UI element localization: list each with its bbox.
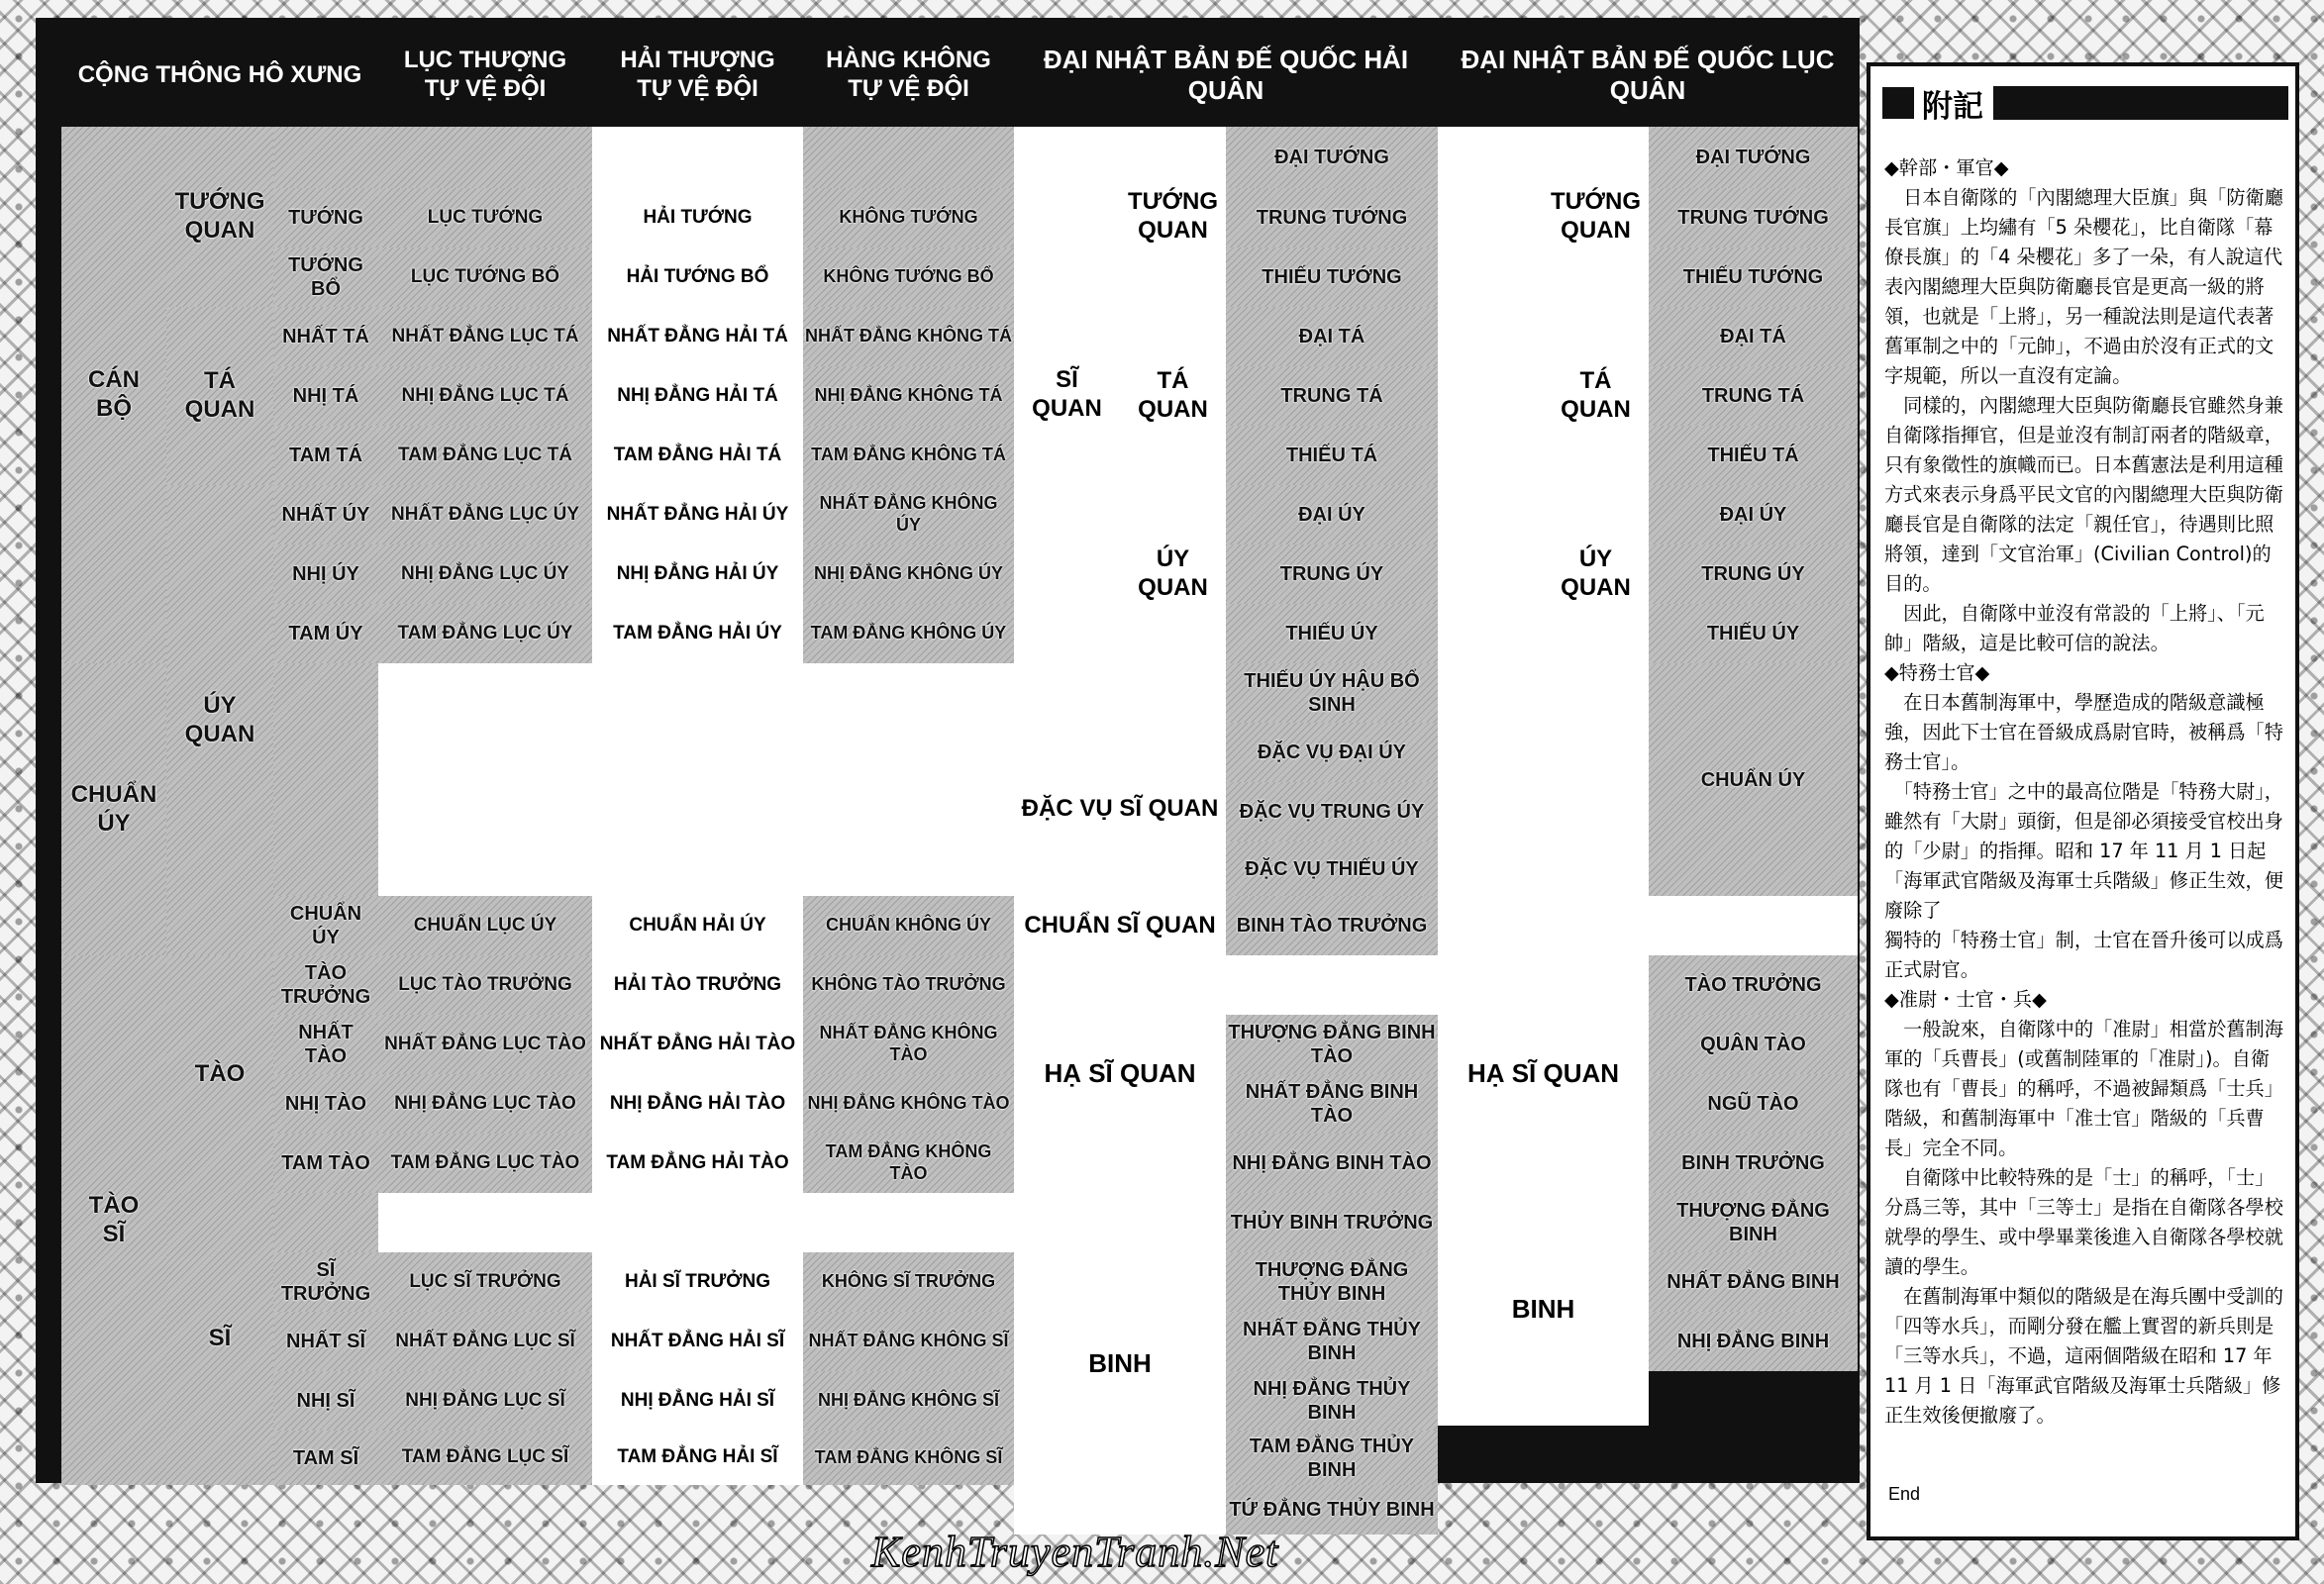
msdf-rank: HẢI TƯỚNG BỔ	[592, 248, 803, 307]
navy-rank: THIẾU ÚY HẬU BỔ SINH	[1226, 663, 1438, 723]
asdf-rank: CHUẨN KHÔNG ÚY	[803, 896, 1014, 955]
msdf-rank: TAM ĐẲNG HẢI TÀO	[592, 1134, 803, 1193]
asdf-rank: NHẤT ĐẲNG KHÔNG TÀO	[803, 1015, 1014, 1074]
army-group: HẠ SĨ QUAN	[1438, 955, 1649, 1193]
notes-section-heading: ◆幹部・軍官◆	[1884, 156, 2009, 179]
army-rank: TRUNG ÚY	[1649, 544, 1858, 604]
notes-paragraph: 「特務士官」之中的最高位階是「特務大尉」，雖然有「大尉」頭銜，但是卻必須接受官校出身的「少尉」的指揮。昭和 17 年 11 月 1 日起「海軍武官階級及海軍士兵階級」修正生效，便廢除了	[1884, 780, 2283, 922]
msdf-rank: NHỊ ĐẲNG HẢI TÁ	[592, 366, 803, 426]
army-rank	[1649, 896, 1858, 955]
navy-subgroup: TÁ QUAN	[1120, 307, 1226, 485]
level-2-group: ÚY QUAN	[166, 485, 273, 955]
navy-subgroup: TƯỚNG QUAN	[1120, 127, 1226, 307]
rank-name: NHẤT ÚY	[273, 485, 378, 544]
army-rank: TRUNG TƯỚNG	[1649, 188, 1858, 248]
rank-name: TAM TÀO	[273, 1134, 378, 1193]
navy-group: ĐẶC VỤ SĨ QUAN	[1014, 723, 1226, 896]
asdf-rank: KHÔNG TƯỚNG	[803, 188, 1014, 248]
empty-cell	[592, 663, 803, 896]
navy-rank: TRUNG TÁ	[1226, 366, 1438, 426]
empty-cell	[378, 1193, 592, 1252]
empty-cell	[592, 1193, 803, 1252]
header-bar	[1993, 86, 2288, 120]
rank-name	[273, 127, 378, 188]
gsdf-rank: NHỊ ĐẲNG LỤC SĨ	[378, 1371, 592, 1431]
asdf-rank: KHÔNG SĨ TRƯỞNG	[803, 1252, 1014, 1312]
empty-cell	[273, 663, 378, 896]
rank-name: TƯỚNG	[273, 188, 378, 248]
level-2-group: SĨ	[166, 1193, 273, 1485]
asdf-rank: NHẤT ĐẲNG KHÔNG ÚY	[803, 485, 1014, 544]
army-rank: ĐẠI TƯỚNG	[1649, 127, 1858, 188]
rank-name: CHUẨN ÚY	[273, 896, 378, 955]
navy-rank: THIẾU TÁ	[1226, 426, 1438, 485]
empty-cell	[803, 1193, 1014, 1252]
army-rank: NGŨ TÀO	[1649, 1074, 1858, 1134]
gsdf-rank: NHẤT ĐẲNG LỤC SĨ	[378, 1312, 592, 1371]
navy-rank: THỦY BINH TRƯỞNG	[1226, 1193, 1438, 1252]
army-subgroup: ÚY QUAN	[1543, 485, 1649, 663]
navy-rank: THƯỢNG ĐẲNG THỦY BINH	[1226, 1252, 1438, 1312]
msdf-rank: NHẤT ĐẲNG HẢI ÚY	[592, 485, 803, 544]
level-1-group: CHUẨN ÚY	[61, 663, 166, 955]
rank-name: NHỊ SĨ	[273, 1371, 378, 1431]
column-header: HÀNG KHÔNG TỰ VỆ ĐỘI	[803, 24, 1014, 127]
army-rank: NHẤT ĐẲNG BINH	[1649, 1252, 1858, 1312]
gsdf-rank: LỤC SĨ TRƯỞNG	[378, 1252, 592, 1312]
msdf-rank: HẢI SĨ TRƯỞNG	[592, 1252, 803, 1312]
msdf-rank: NHẤT ĐẲNG HẢI SĨ	[592, 1312, 803, 1371]
notes-paragraph: 因此，自衛隊中並沒有常設的「上將」、「元帥」階級，這是比較可信的說法。	[1884, 602, 2265, 654]
gsdf-rank: NHỊ ĐẲNG LỤC TÀO	[378, 1074, 592, 1134]
navy-group: BINH	[1014, 1193, 1226, 1534]
msdf-rank: NHỊ ĐẲNG HẢI TÀO	[592, 1074, 803, 1134]
army-rank: QUÂN TÀO	[1649, 1015, 1858, 1074]
rank-name: SĨ TRƯỞNG	[273, 1252, 378, 1312]
rank-name: NHỊ TÁ	[273, 366, 378, 426]
navy-rank: THIẾU ÚY	[1226, 604, 1438, 663]
empty-cell	[273, 1193, 378, 1252]
army-rank: CHUẨN ÚY	[1649, 663, 1858, 896]
gsdf-rank: LỤC TƯỚNG BỔ	[378, 248, 592, 307]
rank-name: TAM ÚY	[273, 604, 378, 663]
navy-group: HẠ SĨ QUAN	[1014, 955, 1226, 1193]
army-subgroup: TƯỚNG QUAN	[1543, 127, 1649, 307]
level-1-group: TÀO SĨ	[61, 955, 166, 1485]
notes-title: 附記	[1922, 88, 1983, 125]
gsdf-rank: NHỊ ĐẲNG LỤC ÚY	[378, 544, 592, 604]
asdf-rank: KHÔNG TÀO TRƯỞNG	[803, 955, 1014, 1015]
square-bullet-icon	[1882, 87, 1914, 119]
army-rank: THIẾU TÁ	[1649, 426, 1858, 485]
army-rank: THIẾU ÚY	[1649, 604, 1858, 663]
gsdf-rank: CHUẨN LỤC ÚY	[378, 896, 592, 955]
notes-header	[1882, 84, 2288, 125]
gsdf-rank: LỤC TƯỚNG	[378, 188, 592, 248]
empty-cell	[803, 663, 1014, 896]
army-group: BINH	[1438, 1193, 1649, 1426]
gsdf-rank	[378, 127, 592, 188]
msdf-rank: NHẤT ĐẲNG HẢI TÀO	[592, 1015, 803, 1074]
asdf-rank: NHỊ ĐẲNG KHÔNG TÁ	[803, 366, 1014, 426]
watermark: KenhTruyenTranh.Net	[871, 1528, 1279, 1576]
notes-paragraph: 在舊制海軍中類似的階級是在海兵團中受訓的「四等水兵」，而剛分發在艦上實習的新兵則是「三等水兵」，不過，這兩個階級在昭和 17 年 11 月 1 日「海軍武官階級及海軍士兵階級」修正生效後便撤廢了。	[1884, 1285, 2283, 1427]
empty-cell	[1438, 127, 1543, 663]
asdf-rank: TAM ĐẲNG KHÔNG TÁ	[803, 426, 1014, 485]
rank-name: NHẤT SĨ	[273, 1312, 378, 1371]
navy-officer-group: SĨ QUAN	[1014, 127, 1120, 663]
msdf-rank: NHỊ ĐẲNG HẢI SĨ	[592, 1371, 803, 1431]
asdf-rank: KHÔNG TƯỚNG BỔ	[803, 248, 1014, 307]
army-rank: THIẾU TƯỚNG	[1649, 248, 1858, 307]
navy-rank: NHẤT ĐẲNG BINH TÀO	[1226, 1074, 1438, 1134]
notes-section-heading: ◆准尉・士官・兵◆	[1884, 988, 2047, 1011]
navy-rank: THƯỢNG ĐẲNG BINH TÀO	[1226, 1015, 1438, 1074]
empty-cell	[1438, 663, 1649, 955]
navy-rank: TRUNG TƯỚNG	[1226, 188, 1438, 248]
level-1-group: CÁN BỘ	[61, 127, 166, 663]
navy-rank	[1226, 955, 1438, 1015]
navy-rank: TỨ ĐẲNG THỦY BINH	[1226, 1485, 1438, 1534]
notes-paragraph: 自衛隊中比較特殊的是「士」的稱呼，「士」分爲三等，其中「三等士」是指在自衛隊各學校就學的學生、或中學畢業後進入自衛隊各學校就讀的學生。	[1884, 1166, 2283, 1278]
msdf-rank: NHỊ ĐẲNG HẢI ÚY	[592, 544, 803, 604]
rank-name: NHỊ TÀO	[273, 1074, 378, 1134]
msdf-rank	[592, 127, 803, 188]
msdf-rank: NHẤT ĐẲNG HẢI TÁ	[592, 307, 803, 366]
empty-cell	[378, 663, 592, 896]
notes-paragraph: 獨特的「特務士官」制，士官在晉升後可以成爲正式尉官。	[1884, 929, 2283, 981]
navy-rank: ĐẠI ÚY	[1226, 485, 1438, 544]
msdf-rank: HẢI TƯỚNG	[592, 188, 803, 248]
msdf-rank: HẢI TÀO TRƯỞNG	[592, 955, 803, 1015]
navy-rank: NHẤT ĐẲNG THỦY BINH	[1226, 1312, 1438, 1371]
army-rank: NHỊ ĐẲNG BINH	[1649, 1312, 1858, 1371]
rank-name: NHẤT TÀO	[273, 1015, 378, 1074]
navy-rank: TRUNG ÚY	[1226, 544, 1438, 604]
navy-rank: NHỊ ĐẲNG THỦY BINH	[1226, 1371, 1438, 1431]
navy-rank: THIẾU TƯỚNG	[1226, 248, 1438, 307]
gsdf-rank: NHẤT ĐẲNG LỤC TÀO	[378, 1015, 592, 1074]
asdf-rank: TAM ĐẲNG KHÔNG ÚY	[803, 604, 1014, 663]
notes-paragraph: 在日本舊制海軍中，學歷造成的階級意識極強，因此下士官在晉級成爲尉官時，被稱爲「特務士官」。	[1884, 691, 2283, 773]
navy-rank: ĐẠI TÁ	[1226, 307, 1438, 366]
asdf-rank	[803, 127, 1014, 188]
msdf-rank: TAM ĐẲNG HẢI ÚY	[592, 604, 803, 663]
gsdf-rank: TAM ĐẲNG LỤC TÀO	[378, 1134, 592, 1193]
navy-group: CHUẨN SĨ QUAN	[1014, 896, 1226, 955]
asdf-rank: NHỊ ĐẲNG KHÔNG SĨ	[803, 1371, 1014, 1431]
column-header: LỤC THƯỢNG TỰ VỆ ĐỘI	[378, 24, 592, 127]
msdf-rank: TAM ĐẲNG HẢI TÁ	[592, 426, 803, 485]
army-subgroup: TÁ QUAN	[1543, 307, 1649, 485]
rank-name: TÀO TRƯỞNG	[273, 955, 378, 1015]
notes-paragraph: 日本自衛隊的「內閣總理大臣旗」與「防衛廳長官旗」上均繡有「5 朵櫻花」，比自衛隊「幕僚長旗」的「4 朵櫻花」多了一朵，有人說這代表內閣總理大臣與防衛廳長官是更高一級的將領，也就是「上將」，另一種說法則是這代表著舊軍制之中的「元帥」，不過由於沒有正式的文字規範，所以一直沒有定論。	[1884, 186, 2283, 387]
rank-name: NHỊ ÚY	[273, 544, 378, 604]
army-rank: TÀO TRƯỞNG	[1649, 955, 1858, 1015]
notes-paragraph: 同樣的，內閣總理大臣與防衛廳長官雖然身兼自衛隊指揮官，但是並沒有制訂兩者的階級章，只有象徵性的旗幟而已。日本舊憲法是利用這種方式來表示身爲平民文官的內閣總理大臣與防衛廳長官是自衛隊的法定「親任官」，待遇則比照將領，達到「文官治軍」(Civilian Control)的目的。	[1884, 394, 2283, 595]
notes-panel	[1867, 62, 2299, 1540]
army-rank: TRUNG TÁ	[1649, 366, 1858, 426]
asdf-rank: NHẤT ĐẲNG KHÔNG SĨ	[803, 1312, 1014, 1371]
asdf-rank: NHỊ ĐẲNG KHÔNG TÀO	[803, 1074, 1014, 1134]
gsdf-rank: TAM ĐẲNG LỤC ÚY	[378, 604, 592, 663]
notes-section-heading: ◆特務士官◆	[1884, 661, 1990, 684]
gsdf-rank: TAM ĐẲNG LỤC SĨ	[378, 1431, 592, 1485]
notes-end: End	[1888, 1484, 1921, 1504]
navy-rank: ĐẶC VỤ TRUNG ÚY	[1226, 782, 1438, 842]
rank-name: TƯỚNG BỔ	[273, 248, 378, 307]
navy-rank: BINH TÀO TRƯỞNG	[1226, 896, 1438, 955]
level-2-group: TÀO	[166, 955, 273, 1193]
army-rank: THƯỢNG ĐẲNG BINH	[1649, 1193, 1858, 1252]
gsdf-rank: TAM ĐẲNG LỤC TÁ	[378, 426, 592, 485]
rank-name: NHẤT TÁ	[273, 307, 378, 366]
asdf-rank: NHẤT ĐẲNG KHÔNG TÁ	[803, 307, 1014, 366]
empty-cell	[1014, 663, 1226, 723]
gsdf-rank: NHẤT ĐẲNG LỤC ÚY	[378, 485, 592, 544]
level-2-group: TÁ QUAN	[166, 307, 273, 485]
notes-paragraph: 一般說來，自衛隊中的「准尉」相當於舊制海軍的「兵曹長」(或舊制陸軍的「准尉」)。自衛隊也有「曹長」的稱呼，不過被歸類爲「士兵」階級，和舊制海軍中「准士官」階級的「兵曹長」完全不同。	[1884, 1018, 2283, 1159]
navy-subgroup: ÚY QUAN	[1120, 485, 1226, 663]
gsdf-rank: NHẤT ĐẲNG LỤC TÁ	[378, 307, 592, 366]
navy-rank: ĐẠI TƯỚNG	[1226, 127, 1438, 188]
rank-name: TAM SĨ	[273, 1431, 378, 1485]
asdf-rank: NHỊ ĐẲNG KHÔNG ÚY	[803, 544, 1014, 604]
navy-rank: NHỊ ĐẲNG BINH TÀO	[1226, 1134, 1438, 1193]
column-header: ĐẠI NHẬT BẢN ĐẾ QUỐC HẢI QUÂN	[1014, 24, 1438, 127]
asdf-rank: TAM ĐẲNG KHÔNG SĨ	[803, 1431, 1014, 1485]
army-rank: ĐẠI ÚY	[1649, 485, 1858, 544]
column-header: CỘNG THÔNG HÔ XƯNG	[61, 24, 378, 127]
navy-rank: TAM ĐẲNG THỦY BINH	[1226, 1431, 1438, 1485]
notes-body	[1884, 153, 2287, 1431]
gsdf-rank: LỤC TÀO TRƯỞNG	[378, 955, 592, 1015]
level-2-group: TƯỚNG QUAN	[166, 127, 273, 307]
column-header: ĐẠI NHẬT BẢN ĐẾ QUỐC LỤC QUÂN	[1438, 24, 1858, 127]
column-header: HẢI THƯỢNG TỰ VỆ ĐỘI	[592, 24, 803, 127]
asdf-rank: TAM ĐẲNG KHÔNG TÀO	[803, 1134, 1014, 1193]
rank-name: TAM TÁ	[273, 426, 378, 485]
army-rank: BINH TRƯỞNG	[1649, 1134, 1858, 1193]
army-rank: ĐẠI TÁ	[1649, 307, 1858, 366]
msdf-rank: TAM ĐẲNG HẢI SĨ	[592, 1431, 803, 1485]
navy-rank: ĐẶC VỤ ĐẠI ÚY	[1226, 723, 1438, 782]
navy-rank: ĐẶC VỤ THIẾU ÚY	[1226, 842, 1438, 896]
gsdf-rank: NHỊ ĐẲNG LỤC TÁ	[378, 366, 592, 426]
msdf-rank: CHUẨN HẢI ÚY	[592, 896, 803, 955]
